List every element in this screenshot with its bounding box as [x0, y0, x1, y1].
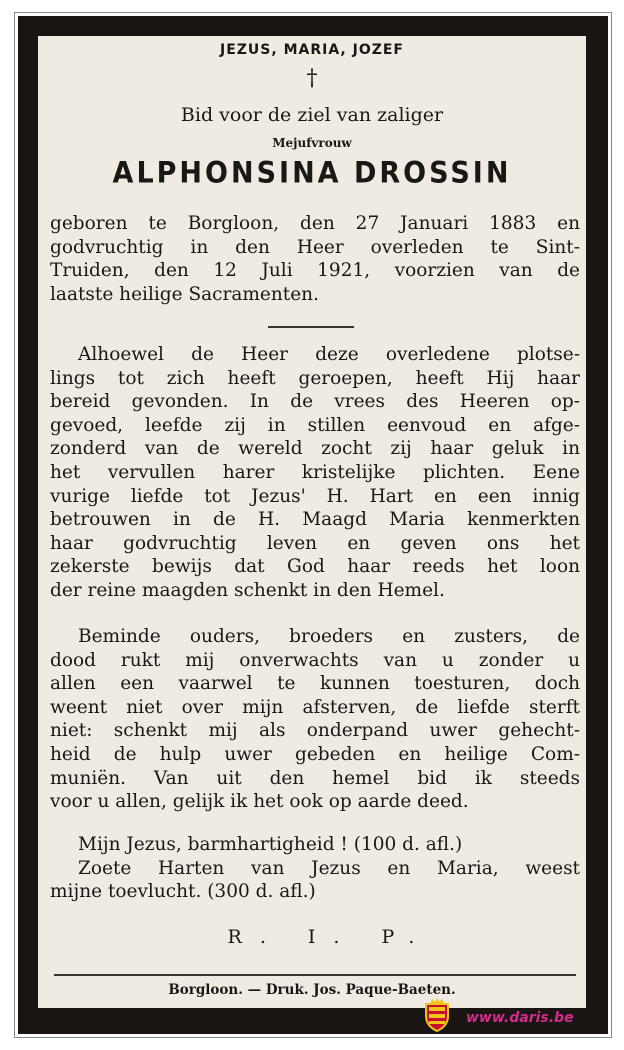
honorific-title: Mejufvrouw	[272, 136, 352, 150]
text-line: heid de hulp uwer gebeden en heilige Com-	[50, 743, 580, 765]
text-line: mijne toevlucht. (300 d. afl.)	[50, 881, 316, 903]
text-line: zonderd van de wereld zocht zij haar geluk in	[50, 438, 580, 460]
text-line: muniën. Van uit den hemel bid ik steeds	[50, 767, 580, 789]
coat-of-arms-icon	[424, 998, 450, 1032]
text-line: Mijn Jezus, barmhartigheid ! (100 d. afl.)	[78, 834, 463, 855]
farewell-paragraph	[50, 625, 580, 814]
text-line: voor u allen, gelijk ik het ook op aarde deed.	[50, 791, 469, 813]
printer-imprint: Borgloon. — Druk. Jos. Paque-Baeten.	[168, 982, 456, 998]
memorial-card	[38, 36, 586, 1008]
birth-death-paragraph	[50, 212, 580, 306]
eulogy-paragraph	[50, 343, 580, 603]
text-line: vurige liefde tot Jezus' H. Hart en een innig	[50, 485, 580, 507]
text-line: gevoed, leefde zij in stillen eenvoud en afge-	[50, 414, 580, 436]
text-line: Zoete Harten van Jezus en Maria, weest	[78, 857, 580, 879]
text-line: niet: schenkt mij als onderpand uwer gehecht-	[50, 720, 580, 742]
text-line: allen een vaarwel te kunnen toesturen, doch	[50, 673, 580, 695]
text-line: der reine maagden schenkt in den Hemel.	[50, 579, 445, 601]
text-line: Alhoewel de Heer deze overledene plotse-	[78, 344, 580, 365]
rip-text: R. I. P.	[227, 926, 433, 948]
text-line: het vervullen harer kristelijke plichten. Eene	[50, 461, 580, 483]
mourning-frame	[18, 16, 608, 1034]
cross-icon: †	[306, 66, 318, 91]
text-line: geboren te Borgloon, den 27 Januari 1883 en	[50, 213, 580, 234]
text-line: weent niet over mijn afsterven, de liefde sterft	[50, 696, 580, 718]
divider-short	[268, 326, 354, 328]
short-prayers	[50, 833, 580, 904]
text-line: lings tot zich heeft geroepen, heeft Hij haar	[50, 367, 580, 389]
text-line: zekerste bewijs dat God haar reeds het loon	[50, 556, 580, 578]
deceased-name: ALPHONSINA DROSSIN	[112, 156, 512, 191]
text-line: betrouwen in de H. Maagd Maria kenmerkten	[50, 509, 580, 531]
header-invocation: JEZUS, MARIA, JOZEF	[220, 42, 404, 58]
divider-long	[54, 974, 576, 976]
text-line: bereid gevonden. In de vrees des Heeren op-	[50, 391, 580, 413]
text-line: laatste heilige Sacramenten.	[50, 283, 319, 305]
text-line: haar godvruchtig leven en geven ons het	[50, 532, 580, 554]
text-line: Truiden, den 12 Juli 1921, voorzien van de	[50, 260, 580, 282]
text-line: godvruchtig in den Heer overleden te Sint-	[50, 236, 580, 258]
text-line: dood rukt mij onverwachts van u zonder u	[50, 649, 580, 671]
text-line: Beminde ouders, broeders en zusters, de	[78, 626, 580, 647]
watermark-link[interactable]: www.daris.be	[466, 1010, 574, 1026]
prayer-request: Bid voor de ziel van zaliger	[180, 104, 444, 126]
